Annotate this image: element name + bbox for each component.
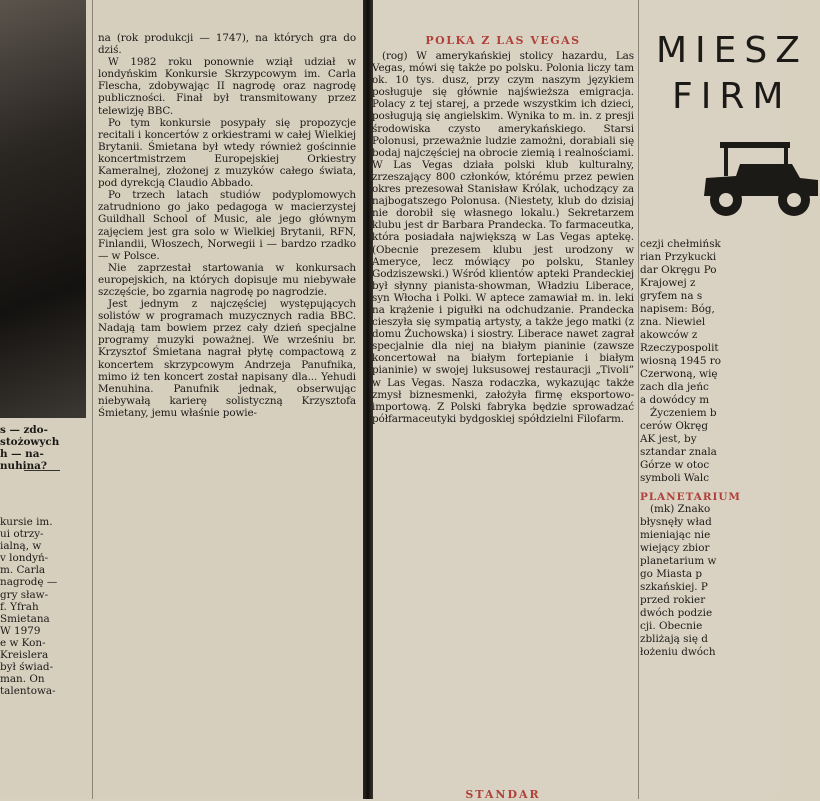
caption-line: s — zdo- [0, 424, 48, 436]
text-line: zna. Niewiel [640, 316, 706, 328]
caption-line: nuhina? [0, 460, 47, 472]
text-line: planetarium w [640, 555, 717, 567]
text-line: m. Carla [0, 564, 46, 577]
text-line: dar Okręgu Po [640, 264, 717, 276]
paragraph: Po tym konkursie posypały się propozycje recitali i koncertów z orkiestrami w całej Wielkiej Brytanii. Śmietana był wtedy również gościnnie koncertmistrzem Europejskiej Orkiestry Kameralnej, złożonej z muzyków całego świata, pod dyrekcją Claudio Abbado. [98, 116, 356, 190]
text-line: Rzeczypospolit [640, 342, 719, 354]
text-line: symboli Walc [640, 472, 710, 484]
text-line: sztandar znala [640, 446, 717, 458]
text-line: gry sław- [0, 588, 49, 601]
text-line: nagrodę — [0, 576, 58, 589]
text-line: rian Przykucki [640, 251, 717, 263]
photo-caption [0, 424, 86, 472]
text-line: Czerwoną, wię [640, 368, 718, 380]
text-line: a dowódcy m [640, 394, 710, 406]
text-line: napisem: Bóg, [640, 303, 715, 315]
text-line: talentowa- [0, 685, 56, 698]
caption-line: h — na- [0, 448, 44, 460]
text-line: v londyń- [0, 552, 49, 565]
text-line: Kreislera [0, 649, 49, 662]
paragraph: W 1982 roku ponownie wziął udział w londyńskim Konkursie Skrzypcowym im. Carla Flescha, zdobywając II nagrodę oraz nagrodę publiczności. Finał był transmitowany przez telewizję BBC. [98, 56, 356, 117]
paragraph: Po trzech latach studiów podyplomowych zatrudniono go jako pedagoga w macierzystej Guildhall School of Music, ale jego głównym zajęciem jest gra solo w Wielkiej Brytanii, RFN, Finlandii, Włoszech, Norwegii i — bardzo rzadko — w Polsce. [98, 189, 356, 262]
text-line: przed rokier [640, 594, 706, 606]
text-line: błysnęły wład [640, 516, 712, 528]
caption-line: stożowych [0, 436, 60, 448]
text-line: e w Kon- [0, 636, 46, 649]
text-line: zbliżają się d [640, 633, 708, 645]
paragraph: Nie zaprzestał startowania w konkursach europejskich, na których dopisuje mu niebywałe szczęście, bo zgarnia nagrodę po nagrodzie. [98, 261, 356, 298]
vintage-car-icon [700, 134, 820, 224]
text-line: go Miasta p [640, 568, 703, 580]
text-line: AK jest, by [640, 433, 697, 445]
text-line: man. On [0, 673, 45, 686]
caption-rule [24, 470, 60, 471]
text-line: wiejący zbior [640, 542, 710, 554]
column-divider [638, 0, 639, 799]
article-heading-planetarium: PLANETARIUM [640, 491, 741, 503]
portrait-photo [0, 0, 86, 418]
text-line: kursie im. [0, 516, 53, 528]
text-line: wiosną 1945 ro [640, 355, 721, 367]
text-line: ui otrzy- [0, 528, 44, 541]
title-line: MIESZ [656, 30, 808, 71]
text-line: cerów Okręg [640, 420, 708, 432]
text-line: gryfem na s [640, 290, 703, 302]
article-column-polka [372, 50, 634, 425]
left-page [0, 0, 363, 799]
column-divider [92, 0, 93, 799]
text-line: f. Yfrah [0, 600, 39, 613]
text-line: Życzeniem b [650, 407, 717, 419]
text-line: cezji chełmińsk [640, 238, 721, 250]
text-line: Krajowej z [640, 277, 696, 289]
text-line: ialną, w [0, 540, 42, 553]
paragraph: (rog) W amerykańskiej stolicy hazardu, Las Vegas, mówi się także po polsku. Polonia liczy tam ok. 10 tys. dusz, przy czym naszym językiem posługuje się głównie najświeższa emigracja. Polacy z tej starej, a przede wszystkim ich dzieci, posługują się angielskim. Wynika to m. in. z presji środowiska czysto amerykańskiego. Starsi Polonusi, przeważnie ludzie zamożni, dorabiali się bodaj najczęściej na obrocie ziemią i realnościami. W Las Vegas działa polski klub kulturalny, zrzeszający 800 członków, którému przez pewien okres prezesował Stanisław Królak, uchodzący za najbogatszego Polonusa. (Niestety, klub do dzisiaj nie dorobił się własnego lokalu.) Sekretarzem klubu jest dr Barbara Prandecka. To farmaceutka, która posiadała największą w Las Vegas aptekę. (Obecnie prezesem klubu jest urodzony w Ameryce, lecz mówiący po polsku, Stanley Godziszewski.) Wśród klientów apteki Prandeckiej był słynny pianista-showman, Władziu Liberace, syn Włocha i Polki. W aptece zamawiał m. in. leki na krążenie i pigułki na odchudzanie. Prandecka cieszyła się sympatią artysty, a także jego matki (z domu Żuchowska) i siostry. Liberace nawet zagrał specjalnie dla niej na białym pianinie (zawsze koncertował na białym fortepianie i białym pianinie) w swojej luksusowej restauracji „Tivoli” w Las Vegas. Nasza rodaczka, wykazując także zmysł biznesmenki, założyła firmę eksportowo-importową. Z Polski fabryka będzie sprowadzać półfarmaceutyki bydgoskiej spółdzielni Filofarm. [372, 50, 634, 425]
article-column-smietana [98, 32, 356, 419]
text-line: dwóch podzie [640, 607, 713, 619]
text-line: akowców z [640, 329, 698, 341]
text-line: (mk) Znako [650, 503, 711, 515]
paragraph: na (rok produkcji — 1747), na których gra do dziś. [98, 32, 356, 57]
text-line: łożeniu dwóch [640, 646, 716, 658]
article-column-sztandar [640, 238, 782, 659]
title-line: FIRM [672, 76, 792, 117]
text-line: szkańskiej. P [640, 581, 708, 593]
left-column-text [0, 516, 86, 697]
text-line: Górze w otoc [640, 459, 710, 471]
paragraph: Jest jednym z najczęściej występujących solistów w programach muzycznych radia BBC. Nadają tam bowiem przez cały dzień specjalne programy muzyki poważnej. We wrześniu br. Krzysztof Śmietana nagrał płytę compactową z koncertem skrzypcowym Andrzeja Panufnika, mimo iż ten koncert został napisany dla... Yehudi Menuhina. Panufnik jednak, obserwując niebywałą karierę solistyczną Krzysztofa Śmietany, jemu właśnie powie- [98, 298, 356, 419]
text-line: mieniając nie [640, 529, 711, 541]
text-line: cji. Obecnie [640, 620, 703, 632]
article-title-firm [656, 28, 808, 120]
text-line: zach dla jeńc [640, 381, 709, 393]
text-line: W 1979 [0, 624, 41, 637]
article-heading-polka: POLKA Z LAS VEGAS [425, 34, 581, 47]
article-heading-standar: STANDAR [465, 788, 541, 801]
text-line: był świad- [0, 661, 54, 674]
text-line: Smietana [0, 612, 50, 625]
